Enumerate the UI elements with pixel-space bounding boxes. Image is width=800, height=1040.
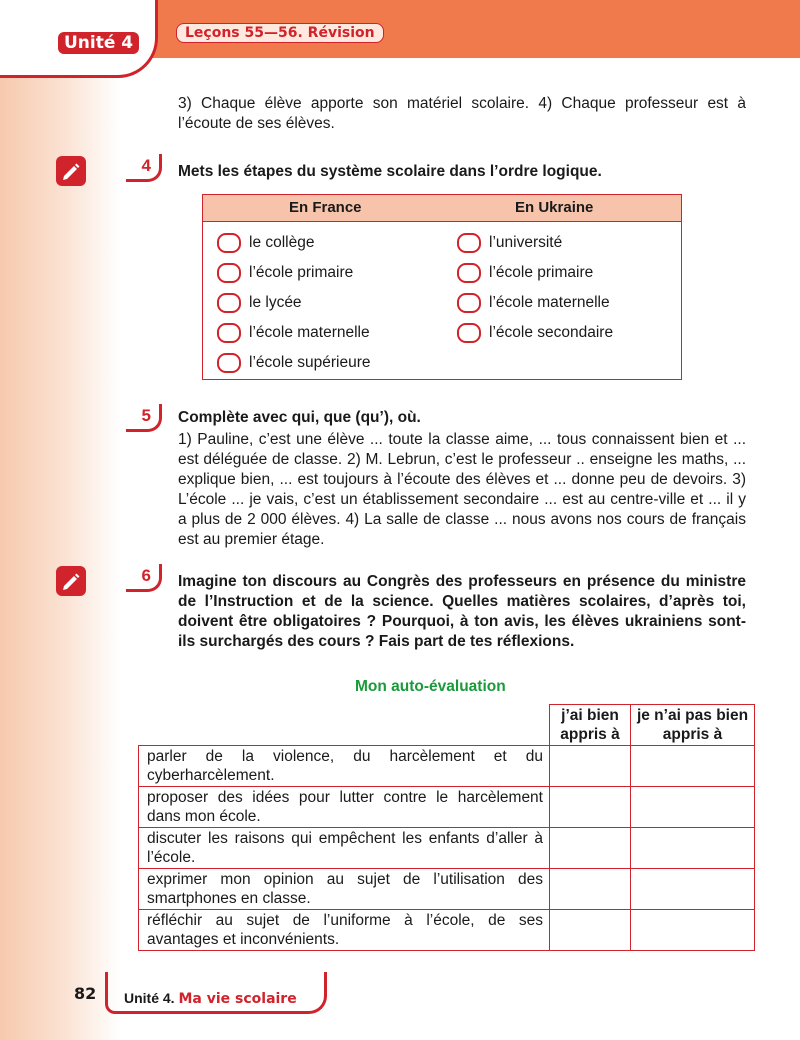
france-item[interactable]: l’école maternelle: [217, 320, 370, 346]
col-ukraine: En Ukraine: [515, 199, 594, 216]
ukraine-item[interactable]: l’université: [457, 230, 562, 256]
col-france: En France: [289, 199, 362, 216]
page-number: 82: [74, 984, 97, 1003]
exercise6-instruction: Imagine ton discours au Congrès des professeurs en présence du ministre de l’Instruction et de la science. Quelles matières scolaires, d’après toi, doivent être obligatoires ? Pourquoi, à ton avis, les élèves ukrainiens sont-ils surchargés des cours ? Fais part de tes réflexions.: [178, 573, 746, 650]
unit-badge: Unité 4: [58, 32, 139, 54]
france-item[interactable]: le collège: [217, 230, 315, 256]
france-item[interactable]: l’école primaire: [217, 260, 353, 286]
order-checkbox[interactable]: [217, 263, 241, 283]
self-eval-col1: j’ai bien appris à: [550, 705, 631, 746]
pencil-icon: [56, 156, 86, 186]
self-eval-statement: parler de la violence, du harcèlement et du cyberharcèlement.: [139, 746, 550, 787]
self-eval-title: Mon auto-évaluation: [355, 678, 506, 695]
france-item[interactable]: l’école supérieure: [217, 350, 371, 376]
self-eval-table: [138, 704, 755, 951]
ukraine-item[interactable]: l’école primaire: [457, 260, 593, 286]
order-checkbox[interactable]: [457, 233, 481, 253]
exercise4-number-tab: [126, 154, 162, 182]
self-eval-cell-good[interactable]: [550, 869, 631, 910]
order-checkbox[interactable]: [457, 323, 481, 343]
table-row: [139, 828, 755, 869]
table-row: [139, 910, 755, 951]
self-eval-cell-bad[interactable]: [631, 787, 755, 828]
self-eval-statement: réfléchir au sujet de l’uniforme à l’école, de ses avantages et inconvénients.: [139, 910, 550, 951]
self-eval-cell-good[interactable]: [550, 828, 631, 869]
self-eval-cell-bad[interactable]: [631, 869, 755, 910]
order-checkbox[interactable]: [217, 323, 241, 343]
self-eval-col2: je n’ai pas bien appris à: [631, 705, 755, 746]
order-checkbox[interactable]: [457, 293, 481, 313]
self-eval-header-row: [139, 705, 755, 746]
self-eval-statement: discuter les raisons qui empêchent les enfants d’aller à l’école.: [139, 828, 550, 869]
table-row: [139, 869, 755, 910]
order-checkbox[interactable]: [217, 233, 241, 253]
order-checkbox[interactable]: [217, 293, 241, 313]
exercise5-number: 5: [141, 406, 151, 425]
table-row: [139, 787, 755, 828]
ukraine-item[interactable]: l’école maternelle: [457, 290, 610, 316]
school-system-table-header: [203, 195, 681, 222]
self-eval-cell-good[interactable]: [550, 746, 631, 787]
exercise5-number-tab: [126, 404, 162, 432]
table-row: [139, 746, 755, 787]
school-system-table: [202, 194, 682, 380]
self-eval-cell-good[interactable]: [550, 787, 631, 828]
lessons-badge: Leçons 55—56. Révision: [176, 23, 384, 43]
self-eval-cell-bad[interactable]: [631, 828, 755, 869]
intro-text: 3) Chaque élève apporte son matériel scolaire. 4) Chaque professeur est à l’écoute de ses élèves.: [178, 95, 746, 132]
self-eval-cell-good[interactable]: [550, 910, 631, 951]
exercise4-instruction: Mets les étapes du système scolaire dans l’ordre logique.: [178, 163, 602, 180]
france-item[interactable]: le lycée: [217, 290, 302, 316]
footer-title: [124, 990, 297, 1007]
ukraine-item[interactable]: l’école secondaire: [457, 320, 613, 346]
exercise6-number: 6: [141, 566, 151, 585]
footer-chapter: Ma vie scolaire: [178, 991, 297, 1007]
pencil-icon: [56, 566, 86, 596]
self-eval-statement: proposer des idées pour lutter contre le harcèlement dans mon école.: [139, 787, 550, 828]
self-eval-cell-bad[interactable]: [631, 746, 755, 787]
exercise4-number: 4: [141, 156, 151, 175]
exercise5-text: 1) Pauline, c’est une élève ... toute la classe aime, ... tous connaissent bien et ... est déléguée de classe. 2) M. Lebrun, c’est le professeur .. enseigne les maths, ... explique bien, ... est toujours à l’écoute des élèves et ... donne peu de devoirs. 3) L’école ... je vais, c’est un établissement secondaire ... est au centre-ville et ... il y a plus de 2 000 élèves. 4) La salle de classe ... nous avons nos cours de français est au premier étage.: [178, 431, 746, 548]
self-eval-cell-bad[interactable]: [631, 910, 755, 951]
footer-unit: Unité 4.: [124, 990, 175, 1006]
exercise6-number-tab: [126, 564, 162, 592]
order-checkbox[interactable]: [217, 353, 241, 373]
self-eval-statement: exprimer mon opinion au sujet de l’utilisation des smartphones en classe.: [139, 869, 550, 910]
order-checkbox[interactable]: [457, 263, 481, 283]
exercise5-instruction: Complète avec qui, que (qu’), où.: [178, 409, 421, 426]
